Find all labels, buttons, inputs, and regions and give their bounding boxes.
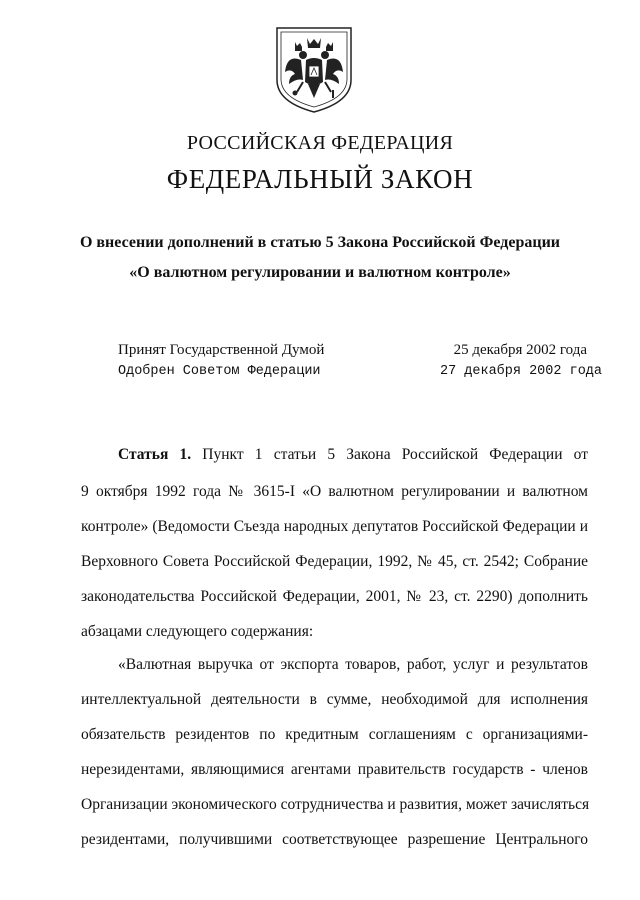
article-line: обязательств резидентов по кредитным соглашениям с организациями- bbox=[81, 726, 588, 743]
article-line: Организации экономического сотрудничества и развития, может зачисляться bbox=[81, 796, 590, 813]
law-subject-line-1: О внесении дополнений в статью 5 Закона Российской Федерации bbox=[79, 234, 561, 251]
duma-adoption-label: Принят Государственной Думой bbox=[118, 342, 325, 358]
article-line: резидентами, получившими соответствующее разрешение Центрального bbox=[81, 831, 588, 848]
council-approval-label: Одобрен Советом Федерации bbox=[118, 364, 321, 379]
article-label: Статья 1. bbox=[118, 446, 192, 463]
article-line: нерезидентами, являющимися агентами правительств государств - членов bbox=[81, 761, 588, 778]
article-line: контроле» (Ведомости Съезда народных депутатов Российской Федерации и bbox=[81, 518, 588, 535]
law-subject-line-2: «О валютном регулировании и валютном контроле» bbox=[129, 264, 511, 281]
russian-coat-of-arms-icon bbox=[273, 24, 355, 114]
duma-adoption-date: 25 декабря 2002 года bbox=[453, 342, 587, 358]
country-title: РОССИЙСКАЯ ФЕДЕРАЦИЯ bbox=[186, 132, 454, 154]
article-line: Верховного Совета Российской Федерации, 1992, № 45, ст. 2542; Собрание bbox=[81, 553, 588, 570]
article-line-text: Пункт 1 статьи 5 Закона Российской Федерации от bbox=[191, 446, 588, 463]
article-line bbox=[118, 446, 588, 464]
article-line: «Валютная выручка от экспорта товаров, работ, услуг и результатов bbox=[118, 656, 588, 673]
article-line: интеллектуальной деятельности в сумме, необходимой для исполнения bbox=[81, 691, 588, 708]
council-approval-date: 27 декабря 2002 года bbox=[439, 364, 602, 379]
coat-of-arms-emblem bbox=[273, 24, 355, 114]
article-line: законодательства Российской Федерации, 2001, № 23, ст. 2290) дополнить bbox=[81, 588, 588, 605]
document-type-title: ФЕДЕРАЛЬНЫЙ ЗАКОН bbox=[166, 164, 474, 194]
article-line: абзацами следующего содержания: bbox=[81, 623, 314, 640]
article-line: 9 октября 1992 года № 3615-I «О валютном регулировании и валютном bbox=[81, 483, 588, 500]
